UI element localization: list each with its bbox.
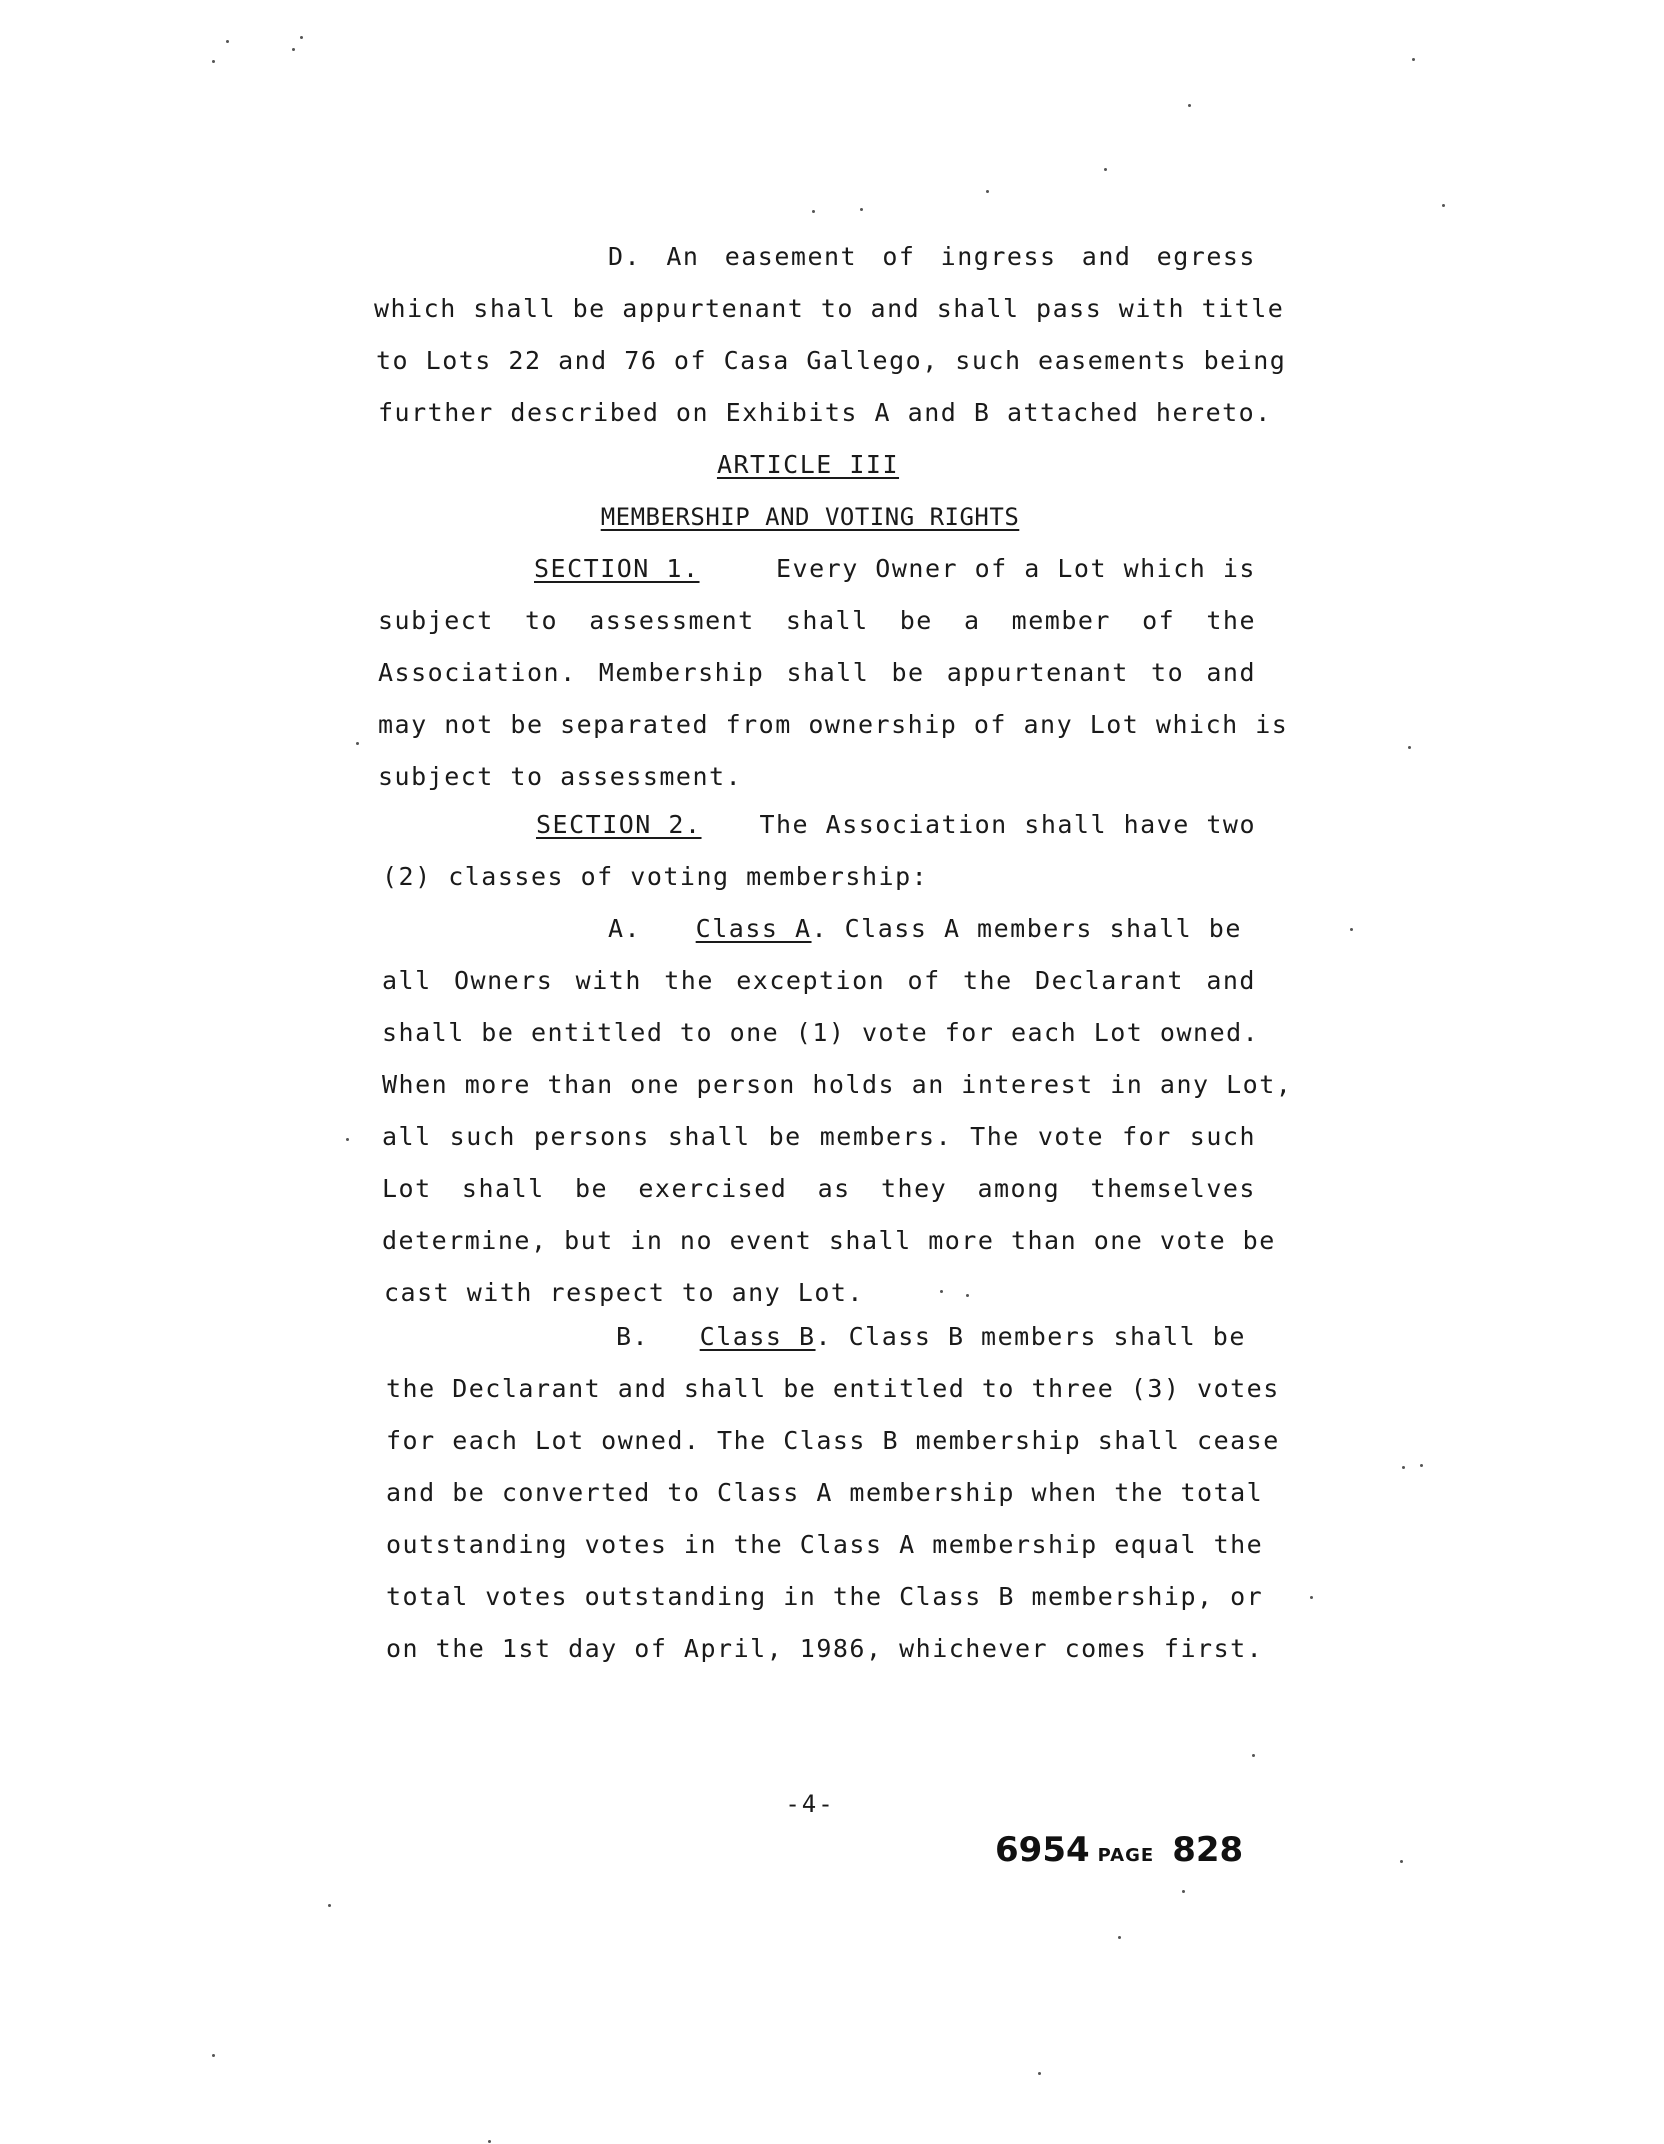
- class-a-line-4: When more than one person holds an interest in any Lot,: [382, 1070, 1293, 1099]
- class-b-line-6: total votes outstanding in the Class B membership, or: [386, 1582, 1264, 1611]
- class-b-line-1-text: . Class B members shall be: [815, 1322, 1246, 1351]
- class-b-first-line: [616, 1320, 1256, 1354]
- book-number: 6954: [995, 1830, 1090, 1870]
- class-a-line-8: cast with respect to any Lot.: [384, 1278, 864, 1307]
- paragraph-d-line-1: D. An easement of ingress and egress: [608, 242, 1256, 271]
- class-b-heading: Class B: [699, 1322, 816, 1351]
- scan-speck: [1118, 1936, 1121, 1939]
- class-b-marker: B.: [616, 1322, 650, 1351]
- section-1-first-line: [534, 552, 1256, 586]
- section-2-line-2: (2) classes of voting membership:: [382, 862, 929, 891]
- scan-speck: [1104, 168, 1107, 171]
- class-b-line-7: on the 1st day of April, 1986, whichever comes first.: [386, 1634, 1264, 1663]
- scan-speck: [356, 742, 359, 745]
- article-title: ARTICLE III: [716, 450, 900, 479]
- section-1-line-4: may not be separated from ownership of any Lot which is: [378, 710, 1289, 739]
- scan-speck: [1402, 1466, 1405, 1469]
- scan-speck: [940, 1290, 943, 1293]
- scan-speck: [986, 190, 989, 193]
- section-1-line-1-text: Every Owner of a Lot which is: [776, 554, 1256, 583]
- class-a-line-7: determine, but in no event shall more than one vote be: [382, 1226, 1276, 1255]
- book-page-stamp: [995, 1830, 1243, 1870]
- section-1-line-3: Association. Membership shall be appurtenant to and: [378, 658, 1256, 687]
- paragraph-d-line-3: to Lots 22 and 76 of Casa Gallego, such easements being: [376, 346, 1287, 375]
- class-a-marker: A.: [608, 914, 642, 943]
- class-b-line-5: outstanding votes in the Class A membership equal the: [386, 1530, 1264, 1559]
- scan-speck: [328, 1904, 331, 1907]
- page-number: -4-: [785, 1790, 835, 1818]
- class-a-line-2: all Owners with the exception of the Declarant and: [382, 966, 1256, 995]
- class-a-line-5: all such persons shall be members. The vote for such: [382, 1122, 1256, 1151]
- scan-speck: [1400, 1860, 1403, 1863]
- paragraph-d-line-4: further described on Exhibits A and B attached hereto.: [378, 398, 1272, 427]
- scan-speck: [1408, 746, 1411, 749]
- class-a-line-6: Lot shall be exercised as they among themselves: [382, 1174, 1256, 1203]
- class-a-line-3: shall be entitled to one (1) vote for each Lot owned.: [382, 1018, 1260, 1047]
- section-1-line-5: subject to assessment.: [378, 762, 743, 791]
- scan-speck: [1182, 1890, 1185, 1893]
- section-1-line-2: subject to assessment shall be a member of the: [378, 606, 1256, 635]
- scan-speck: [212, 2054, 215, 2057]
- page-label: PAGE: [1097, 1845, 1155, 1866]
- class-a-heading: Class A: [695, 914, 812, 943]
- section-2-line-1-text: The Association shall have two: [759, 810, 1256, 839]
- scan-speck: [488, 2140, 491, 2143]
- scan-speck: [300, 36, 303, 39]
- section-2-first-line: [536, 808, 1256, 842]
- class-b-line-4: and be converted to Class A membership when the total: [386, 1478, 1264, 1507]
- class-b-line-3: for each Lot owned. The Class B membership shall cease: [386, 1426, 1280, 1455]
- scan-speck: [812, 210, 815, 213]
- class-b-line-2: the Declarant and shall be entitled to three (3) votes: [386, 1374, 1280, 1403]
- scan-speck: [212, 60, 215, 63]
- scan-speck: [1420, 1464, 1423, 1467]
- section-1-heading: SECTION 1.: [534, 554, 700, 583]
- scan-speck: [1442, 204, 1445, 207]
- scan-speck: [292, 48, 295, 51]
- paragraph-d-line-2: which shall be appurtenant to and shall pass with title: [374, 294, 1285, 323]
- class-a-first-line: [608, 912, 1256, 946]
- scan-speck: [1252, 1754, 1255, 1757]
- scan-speck: [1310, 1596, 1313, 1599]
- page-number-stamp: 828: [1172, 1830, 1244, 1870]
- scan-speck: [226, 40, 229, 43]
- scan-speck: [1038, 2072, 1041, 2075]
- scan-speck: [1188, 104, 1191, 107]
- scan-speck: [860, 208, 863, 211]
- scan-speck: [1350, 928, 1353, 931]
- section-2-heading: SECTION 2.: [536, 810, 702, 839]
- class-a-line-1-text: . Class A members shall be: [811, 914, 1242, 943]
- scan-speck: [346, 1138, 349, 1141]
- scan-speck: [1412, 58, 1415, 61]
- article-subtitle: MEMBERSHIP AND VOTING RIGHTS: [600, 503, 1020, 531]
- scan-speck: [966, 1294, 969, 1297]
